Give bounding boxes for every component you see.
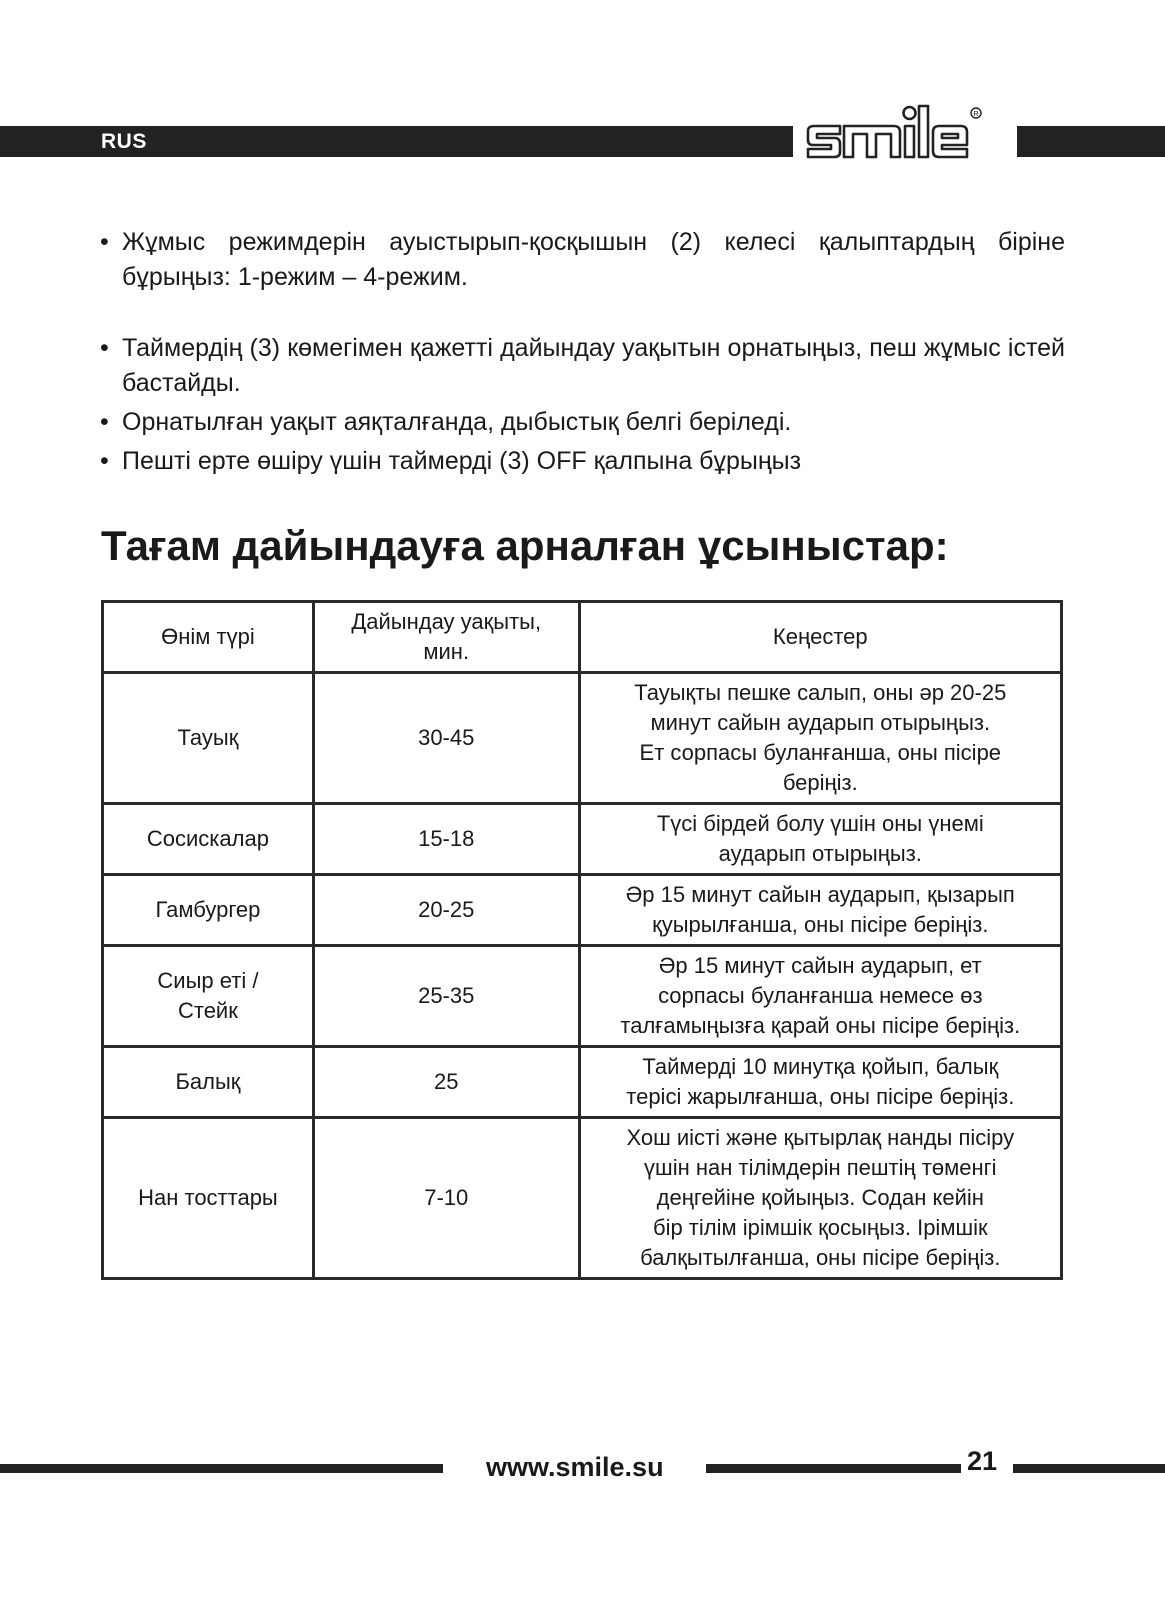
page-number: 21 bbox=[967, 1446, 998, 1476]
table-header-row bbox=[103, 602, 1062, 673]
cell-product: Нан тосттары bbox=[103, 1118, 314, 1279]
cell-tips: Әр 15 минут сайын аударып, қызарып қуырылғанша, оны пісіре беріңіз. bbox=[579, 875, 1061, 946]
table-row bbox=[103, 804, 1062, 875]
cell-time: 25 bbox=[313, 1047, 579, 1118]
section-heading: Тағам дайындауға арналған ұсыныстар: bbox=[101, 522, 949, 569]
table-row bbox=[103, 875, 1062, 946]
cooking-recommendations-table bbox=[101, 600, 1063, 1280]
header-bar-right bbox=[1017, 126, 1165, 157]
cell-tips: Таймерді 10 минутқа қойып, балық терісі жарылғанша, оны пісіре беріңіз. bbox=[579, 1047, 1061, 1118]
cell-tips: Әр 15 минут сайын аударып, ет сорпасы буланғанша немесе өз талғамыңызға қарай оны пісіре беріңіз. bbox=[579, 946, 1061, 1047]
cell-time: 25-35 bbox=[313, 946, 579, 1047]
cell-product: Сосискалар bbox=[103, 804, 314, 875]
column-header-time: Дайындау уақыты, мин. bbox=[313, 602, 579, 673]
table-row bbox=[103, 1047, 1062, 1118]
cell-time: 30-45 bbox=[313, 673, 579, 804]
cell-tips: Тауықты пешке салып, оны әр 20-25 минут сайын аударып отырыңыз. Ет сорпасы буланғанша, оны пісіре беріңіз. bbox=[579, 673, 1061, 804]
footer-bar-left bbox=[0, 1464, 443, 1473]
cell-time: 20-25 bbox=[313, 875, 579, 946]
cell-product: Сиыр еті / Стейк bbox=[103, 946, 314, 1047]
instruction-item: • Таймердің (3) көмегімен қажетті дайындау уақытын орнатыңыз, пеш жұмыс істей бастайды. bbox=[98, 331, 1065, 401]
table-row bbox=[103, 673, 1062, 804]
column-header-tips: Кеңестер bbox=[579, 602, 1061, 673]
cell-product: Балық bbox=[103, 1047, 314, 1118]
cell-time: 15-18 bbox=[313, 804, 579, 875]
smile-logo bbox=[802, 100, 1007, 168]
cell-tips: Хош иісті және қытырлақ нанды пісіру үшін нан тілімдерін пештің төменгі деңгейіне қойыңыз. Содан кейін бір тілім ірімшік қосыңыз. Ірімшік балқытылғанша, оны пісіре беріңіз. bbox=[579, 1118, 1061, 1279]
table-row bbox=[103, 946, 1062, 1047]
cell-product: Тауық bbox=[103, 673, 314, 804]
cell-tips: Түсі бірдей болу үшін оны үнемі аударып отырыңыз. bbox=[579, 804, 1061, 875]
footer-url: www.smile.su bbox=[486, 1452, 664, 1482]
cell-time: 7-10 bbox=[313, 1118, 579, 1279]
column-header-product: Өнім түрі bbox=[103, 602, 314, 673]
instruction-item: • Жұмыс режимдерін ауыстырып-қосқышын (2) келесі қалыптардың біріне бұрыңыз: 1-режим – 4-режим. bbox=[98, 225, 1065, 295]
table-row bbox=[103, 1118, 1062, 1279]
instruction-item: • Орнатылған уақыт аяқталғанда, дыбыстық белгі беріледі. bbox=[98, 405, 1065, 440]
footer-bar-middle bbox=[706, 1464, 961, 1473]
language-label: RUS bbox=[101, 130, 147, 153]
footer-bar-right bbox=[1013, 1464, 1165, 1473]
instruction-list bbox=[98, 225, 1065, 479]
instruction-item: • Пешті ерте өшіру үшін таймерді (3) OFF қалпына бұрыңыз bbox=[98, 444, 1065, 479]
cell-product: Гамбургер bbox=[103, 875, 314, 946]
svg-text:R: R bbox=[973, 111, 979, 118]
